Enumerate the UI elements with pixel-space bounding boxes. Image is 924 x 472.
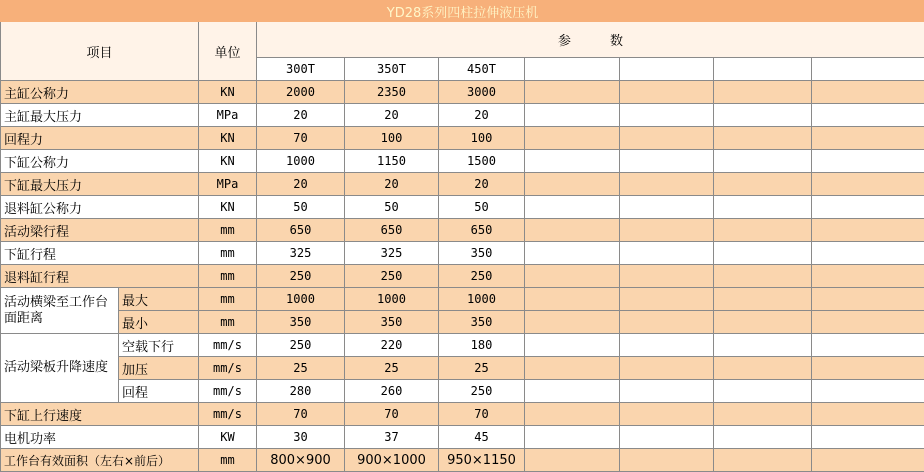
empty-cell [620,357,714,380]
empty-cell [620,449,714,472]
empty-cell [620,219,714,242]
header-unit: 单位 [199,22,257,81]
table-row [1,288,924,311]
row-value: 650 [439,219,525,242]
empty-cell [714,357,812,380]
row-label: 回程力 [1,127,199,150]
row-value: 20 [257,104,345,127]
model-300t: 300T [257,58,345,81]
row-value: 350 [439,242,525,265]
empty-cell [620,426,714,449]
row-value: 900×1000 [345,449,439,472]
row-label: 下缸行程 [1,242,199,265]
row-value: 250 [439,265,525,288]
row-value: 70 [257,403,345,426]
row-value: 350 [439,311,525,334]
empty-cell [620,196,714,219]
empty-cell [620,403,714,426]
subrow-label: 最小 [119,311,199,334]
empty-cell [620,334,714,357]
empty-cell [714,380,812,403]
empty-cell [714,219,812,242]
table-row [1,150,924,173]
row-value: 20 [439,173,525,196]
empty-cell [812,173,924,196]
empty-cell [525,357,620,380]
row-value: 20 [345,173,439,196]
row-value: 250 [257,334,345,357]
empty-cell [812,449,924,472]
empty-cell [812,265,924,288]
empty-cell [525,403,620,426]
empty-cell [525,104,620,127]
row-unit: mm [199,265,257,288]
row-value: 1000 [257,150,345,173]
row-unit: mm [199,219,257,242]
empty-cell [714,196,812,219]
table-row [1,426,924,449]
row-value: 70 [257,127,345,150]
model-350t: 350T [345,58,439,81]
row-label: 退料缸公称力 [1,196,199,219]
row-value: 250 [345,265,439,288]
empty-cell [714,426,812,449]
empty-cell [714,334,812,357]
empty-cell [714,58,812,81]
empty-cell [812,288,924,311]
row-value: 70 [345,403,439,426]
row-value: 3000 [439,81,525,104]
row-value: 20 [439,104,525,127]
table-row [1,265,924,288]
model-450t: 450T [439,58,525,81]
empty-cell [714,449,812,472]
empty-cell [525,426,620,449]
row-value: 650 [257,219,345,242]
empty-cell [525,173,620,196]
header-item: 项目 [1,22,199,81]
row-value: 20 [345,104,439,127]
subrow-label: 加压 [119,357,199,380]
row-unit: mm [199,242,257,265]
empty-cell [812,127,924,150]
row-unit: KN [199,196,257,219]
row-value: 50 [439,196,525,219]
empty-cell [525,150,620,173]
row-label: 下缸上行速度 [1,403,199,426]
table-row [1,196,924,219]
empty-cell [714,127,812,150]
empty-cell [620,150,714,173]
empty-cell [620,104,714,127]
row-label: 主缸公称力 [1,81,199,104]
row-value: 250 [257,265,345,288]
empty-cell [525,334,620,357]
row-value: 20 [257,173,345,196]
empty-cell [812,219,924,242]
row-label: 工作台有效面积（左右×前后） [1,449,199,472]
table-row [1,403,924,426]
row-value: 280 [257,380,345,403]
table-row [1,81,924,104]
row-unit: KW [199,426,257,449]
row-unit: MPa [199,173,257,196]
empty-cell [812,426,924,449]
table-row [1,173,924,196]
row-value: 50 [345,196,439,219]
row-value: 1000 [257,288,345,311]
empty-cell [812,104,924,127]
table-row [1,104,924,127]
empty-cell [714,311,812,334]
empty-cell [812,242,924,265]
empty-cell [525,311,620,334]
row-value: 220 [345,334,439,357]
empty-cell [812,357,924,380]
empty-cell [525,81,620,104]
row-value: 45 [439,426,525,449]
empty-cell [812,81,924,104]
subrow-label: 最大 [119,288,199,311]
row-unit: mm [199,449,257,472]
empty-cell [620,288,714,311]
row-unit: mm [199,288,257,311]
table-row [1,127,924,150]
subrow-label: 回程 [119,380,199,403]
empty-cell [714,150,812,173]
row-value: 37 [345,426,439,449]
subrow-label: 空载下行 [119,334,199,357]
empty-cell [714,242,812,265]
empty-cell [620,173,714,196]
row-unit: mm/s [199,403,257,426]
table-row [1,219,924,242]
empty-cell [525,196,620,219]
row-label: 下缸最大压力 [1,173,199,196]
row-value: 180 [439,334,525,357]
row-label: 下缸公称力 [1,150,199,173]
row-value: 350 [257,311,345,334]
empty-cell [620,127,714,150]
empty-cell [620,81,714,104]
row-value: 25 [257,357,345,380]
row-value: 1000 [345,288,439,311]
table-row [1,357,924,380]
row-value: 50 [257,196,345,219]
row-label: 电机功率 [1,426,199,449]
table-row [1,334,924,357]
empty-cell [714,403,812,426]
empty-cell [812,58,924,81]
row-value: 25 [345,357,439,380]
row-unit: mm/s [199,380,257,403]
row-value: 25 [439,357,525,380]
row-value: 2000 [257,81,345,104]
row-label: 主缸最大压力 [1,104,199,127]
row-value: 650 [345,219,439,242]
row-value: 260 [345,380,439,403]
empty-cell [714,265,812,288]
empty-cell [714,81,812,104]
row-value: 350 [345,311,439,334]
row-value: 100 [345,127,439,150]
table-row [1,242,924,265]
empty-cell [525,288,620,311]
empty-cell [525,265,620,288]
empty-cell [525,380,620,403]
empty-cell [812,311,924,334]
row-unit: MPa [199,104,257,127]
row-value: 1500 [439,150,525,173]
row-unit: KN [199,127,257,150]
empty-cell [812,196,924,219]
empty-cell [525,449,620,472]
empty-cell [812,334,924,357]
empty-cell [812,150,924,173]
row-label: 退料缸行程 [1,265,199,288]
group-label-distance: 活动横梁至工作台面距离 [1,288,119,334]
empty-cell [620,242,714,265]
table-row [1,380,924,403]
row-value: 1150 [345,150,439,173]
empty-cell [620,58,714,81]
empty-cell [525,127,620,150]
row-value: 2350 [345,81,439,104]
empty-cell [714,173,812,196]
row-value: 100 [439,127,525,150]
row-value: 250 [439,380,525,403]
row-label: 活动梁行程 [1,219,199,242]
empty-cell [714,104,812,127]
row-value: 325 [257,242,345,265]
empty-cell [525,219,620,242]
group-label-speed: 活动梁板升降速度 [1,334,119,403]
empty-cell [620,311,714,334]
table-title: YD28系列四柱拉伸液压机 [1,1,924,22]
empty-cell [714,288,812,311]
row-unit: KN [199,81,257,104]
empty-cell [812,403,924,426]
row-value: 800×900 [257,449,345,472]
empty-cell [620,380,714,403]
table-row [1,311,924,334]
empty-cell [525,58,620,81]
header-params: 参 数 [257,22,924,58]
row-unit: mm [199,311,257,334]
row-value: 70 [439,403,525,426]
row-value: 1000 [439,288,525,311]
row-unit: mm/s [199,334,257,357]
row-unit: mm/s [199,357,257,380]
row-value: 30 [257,426,345,449]
empty-cell [812,380,924,403]
table-row [1,449,924,472]
empty-cell [525,242,620,265]
row-value: 325 [345,242,439,265]
row-unit: KN [199,150,257,173]
empty-cell [620,265,714,288]
row-value: 950×1150 [439,449,525,472]
